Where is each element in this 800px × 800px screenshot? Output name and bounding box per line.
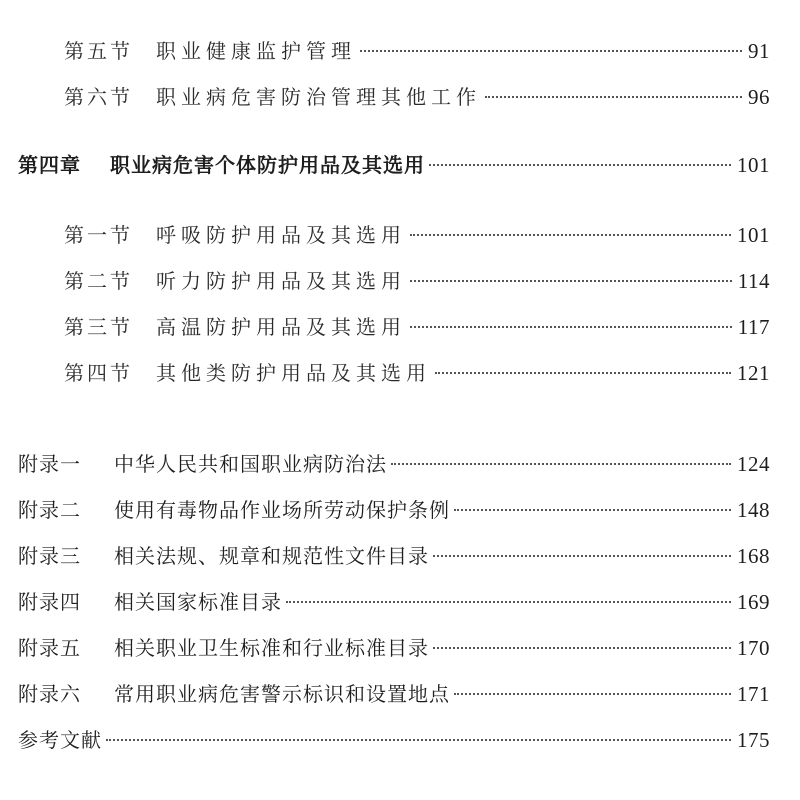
- toc-entry-title: 高温防护用品及其选用: [156, 315, 406, 339]
- toc-appendix-page: 171: [737, 682, 770, 706]
- toc-appendix-label: 附录四: [18, 590, 81, 614]
- toc-entry-appendix-1[interactable]: [18, 449, 770, 479]
- toc-appendix-page: 169: [737, 590, 770, 614]
- dot-leader: [410, 326, 732, 328]
- toc-appendix-page: 124: [737, 452, 770, 476]
- toc-appendix-title: 中华人民共和国职业病防治法: [114, 452, 387, 476]
- toc-entry-section-5[interactable]: [64, 36, 770, 66]
- toc-entry-appendix-3[interactable]: [18, 541, 770, 571]
- dot-leader: [286, 601, 731, 603]
- toc-appendix-page: 170: [737, 636, 770, 660]
- toc-entry-label: 第三节: [64, 315, 133, 339]
- toc-appendix-title: 相关国家标准目录: [114, 590, 282, 614]
- toc-entry-page: 96: [748, 85, 770, 109]
- toc-references-page: 175: [737, 728, 770, 752]
- toc-entry-references[interactable]: [18, 725, 770, 755]
- toc-entry-appendix-6[interactable]: [18, 679, 770, 709]
- toc-chapter-page: 101: [737, 153, 770, 177]
- toc-chapter-title: 职业病危害个体防护用品及其选用: [110, 153, 425, 177]
- toc-appendix-label: 附录二: [18, 498, 81, 522]
- dot-leader: [410, 280, 732, 282]
- toc-appendix-label: 附录五: [18, 636, 81, 660]
- toc-chapter-label: 第四章: [18, 153, 81, 177]
- toc-references-title: 参考文献: [18, 728, 102, 752]
- toc-appendix-title: 常用职业病危害警示标识和设置地点: [114, 682, 450, 706]
- toc-appendix-label: 附录一: [18, 452, 81, 476]
- toc-entry-label: 第二节: [64, 269, 133, 293]
- dot-leader: [454, 693, 731, 695]
- toc-appendix-page: 168: [737, 544, 770, 568]
- toc-entry-chapter-4[interactable]: [18, 150, 770, 180]
- toc-entry-label: 第四节: [64, 361, 133, 385]
- toc-entry-title: 呼吸防护用品及其选用: [156, 223, 406, 247]
- toc-entry-section-4[interactable]: [64, 358, 770, 388]
- toc-entry-page: 91: [748, 39, 770, 63]
- toc-entry-page: 114: [737, 269, 770, 293]
- toc-entry-title: 其他类防护用品及其选用: [156, 361, 431, 385]
- toc-entry-appendix-2[interactable]: [18, 495, 770, 525]
- toc-entry-page: 117: [737, 315, 770, 339]
- dot-leader: [454, 509, 731, 511]
- dot-leader: [485, 96, 742, 98]
- dot-leader: [433, 555, 731, 557]
- toc-entry-title: 职业病危害防治管理其他工作: [156, 85, 481, 109]
- toc-appendix-page: 148: [737, 498, 770, 522]
- toc-entry-appendix-5[interactable]: [18, 633, 770, 663]
- toc-entry-label: 第五节: [64, 39, 133, 63]
- toc-entry-section-2[interactable]: [64, 266, 770, 296]
- toc-entry-page: 101: [737, 223, 770, 247]
- toc-appendix-title: 相关职业卫生标准和行业标准目录: [114, 636, 429, 660]
- toc-appendix-title: 相关法规、规章和规范性文件目录: [114, 544, 429, 568]
- dot-leader: [360, 50, 742, 52]
- dot-leader: [433, 647, 731, 649]
- toc-entry-title: 职业健康监护管理: [156, 39, 356, 63]
- dot-leader: [106, 739, 731, 741]
- dot-leader: [410, 234, 731, 236]
- toc-entry-page: 121: [737, 361, 770, 385]
- dot-leader: [391, 463, 731, 465]
- dot-leader: [429, 164, 731, 166]
- toc-entry-label: 第六节: [64, 85, 133, 109]
- toc-appendix-title: 使用有毒物品作业场所劳动保护条例: [114, 498, 450, 522]
- toc-appendix-label: 附录三: [18, 544, 81, 568]
- toc-appendix-label: 附录六: [18, 682, 81, 706]
- toc-entry-section-1[interactable]: [64, 220, 770, 250]
- dot-leader: [435, 372, 731, 374]
- toc-entry-section-3[interactable]: [64, 312, 770, 342]
- toc-entry-section-6[interactable]: [64, 82, 770, 112]
- toc-entry-label: 第一节: [64, 223, 133, 247]
- toc-entry-appendix-4[interactable]: [18, 587, 770, 617]
- toc-entry-title: 听力防护用品及其选用: [156, 269, 406, 293]
